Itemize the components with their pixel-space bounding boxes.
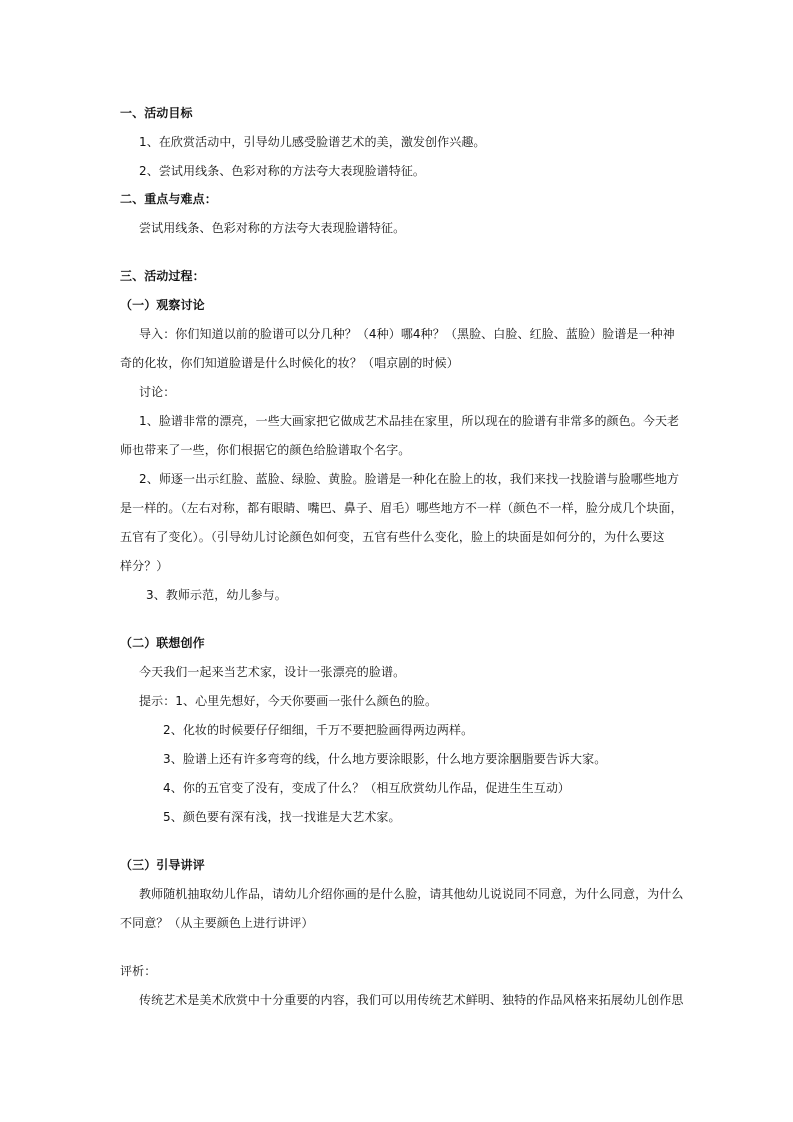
- goals-heading: 一、活动目标: [120, 106, 193, 120]
- create-line-2: 提示：1、心里先想好，今天你要画一张什么颜色的脸。: [139, 694, 438, 708]
- analysis-line-1: 传统艺术是美术欣赏中十分重要的内容，我们可以用传统艺术鲜明、独特的作品风格来拓展幼儿创作思: [139, 993, 684, 1007]
- create-heading: （二）联想创作: [120, 636, 205, 650]
- observe-line-5: 师也带来了一些，你们根据它的颜色给脸谱取个名字。: [120, 443, 411, 457]
- observe-line-2: 奇的化妆，你们知道脸谱是什么时候化的妆？（唱京剧的时候）: [120, 356, 459, 370]
- key-points-heading: 二、重点与难点：: [120, 192, 217, 206]
- create-line-6: 5、颜色要有深有浅，找一找谁是大艺术家。: [163, 810, 401, 824]
- goal-item-1: 1、在欣赏活动中，引导幼儿感受脸谱艺术的美，激发创作兴趣。: [139, 135, 486, 149]
- review-line-1: 教师随机抽取幼儿作品，请幼儿介绍你画的是什么脸，请其他幼儿说说同不同意，为什么同意，为什么: [139, 887, 684, 901]
- observe-line-10: 3、教师示范，幼儿参与。: [146, 588, 287, 602]
- observe-heading: （一）观察讨论: [120, 298, 205, 312]
- create-line-4: 3、脸谱上还有许多弯弯的线，什么地方要涂眼影，什么地方要涂胭脂要告诉大家。: [163, 752, 607, 766]
- process-heading: 三、活动过程：: [120, 269, 205, 283]
- observe-line-9: 样分？）: [120, 559, 169, 573]
- key-points-text: 尝试用线条、色彩对称的方法夸大表现脸谱特征。: [139, 221, 406, 235]
- observe-line-8: 五官有了变化）。（引导幼儿讨论颜色如何变，五官有些什么变化，脸上的块面是如何分的，为什么要这: [120, 530, 665, 544]
- review-heading: （三）引导讲评: [120, 858, 205, 872]
- discussion-label: 讨论：: [139, 385, 176, 399]
- create-line-1: 今天我们一起来当艺术家，设计一张漂亮的脸谱。: [139, 665, 406, 679]
- observe-line-4: 1、脸谱非常的漂亮，一些大画家把它做成艺术品挂在家里，所以现在的脸谱有非常多的颜色。今天老: [139, 414, 680, 428]
- observe-line-6: 2、师逐一出示红脸、蓝脸、绿脸、黄脸。脸谱是一种化在脸上的妆，我们来找一找脸谱与脸哪些地方: [139, 472, 680, 486]
- goal-item-2: 2、尝试用线条、色彩对称的方法夸大表现脸谱特征。: [139, 164, 426, 178]
- observe-line-1: 导入：你们知道以前的脸谱可以分几种？（4种）哪4种？（黑脸、白脸、红脸、蓝脸）脸谱是一种神: [139, 327, 675, 341]
- analysis-heading: 评析：: [120, 964, 157, 978]
- create-line-3: 2、化妆的时候要仔仔细细，千万不要把脸画得两边两样。: [163, 723, 474, 737]
- create-line-5: 4、你的五官变了没有，变成了什么？（相互欣赏幼儿作品，促进生生互动）: [163, 781, 571, 795]
- review-line-2: 不同意？（从主要颜色上进行讲评）: [120, 916, 314, 930]
- observe-line-7: 是一样的。（左右对称，都有眼睛、嘴巴、鼻子、眉毛）哪些地方不一样（颜色不一样，脸分成几个块面，: [120, 501, 683, 515]
